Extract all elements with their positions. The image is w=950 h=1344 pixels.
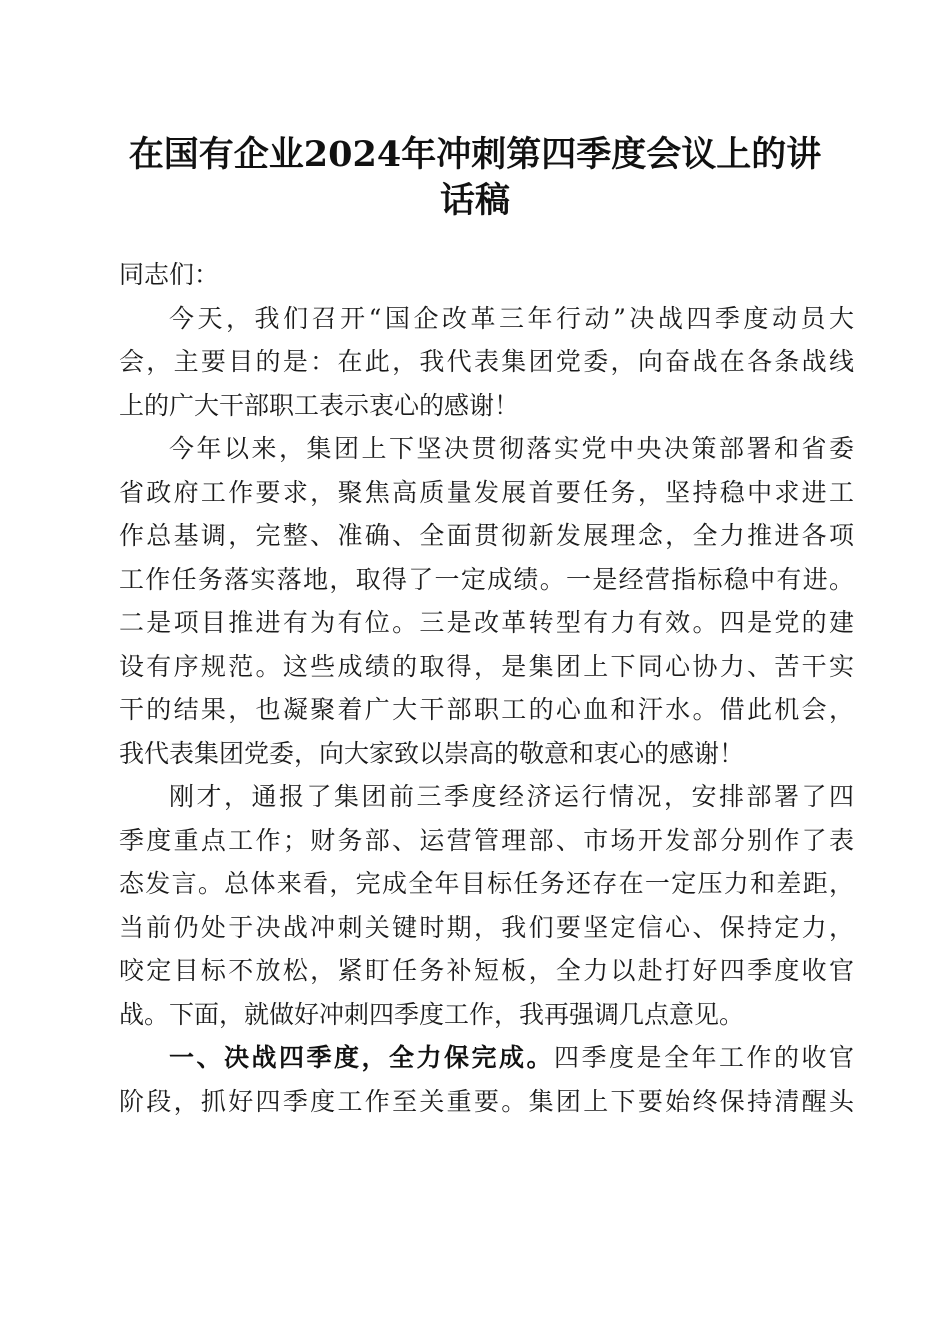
paragraph-line: 作总基调，完整、准确、全面贯彻新发展理念，全力推进各项 <box>119 521 854 550</box>
section-1-heading: 一、决战四季度，全力保完成。 <box>169 1043 554 1072</box>
salutation: 同志们： <box>119 260 220 289</box>
paragraph-2 <box>119 427 854 775</box>
paragraph-3 <box>119 775 854 1036</box>
paragraph-line: 季度重点工作；财务部、运营管理部、市场开发部分别作了表 <box>119 825 854 855</box>
paragraph-line: 干的结果，也凝聚着广大干部职工的心血和汗水。借此机会， <box>119 695 854 724</box>
document-title <box>110 132 840 224</box>
paragraph-1 <box>119 297 854 428</box>
paragraph-line: 战。下面，就做好冲刺四季度工作，我再强调几点意见。 <box>119 999 745 1029</box>
paragraph-line: 二是项目推进有为有位。三是改革转型有力有效。四是党的建 <box>119 608 854 637</box>
paragraph-line: 咬定目标不放松，紧盯任务补短板，全力以赴打好四季度收官 <box>119 956 854 985</box>
paragraph-line: 刚才，通报了集团前三季度经济运行情况，安排部署了四 <box>169 782 854 811</box>
paragraph-line: 当前仍处于决战冲刺关键时期，我们要坚定信心、保持定力， <box>119 912 854 942</box>
paragraph-line: 工作任务落实落地，取得了一定成绩。一是经营指标稳中有进。 <box>119 564 854 594</box>
paragraph-line: 态发言。总体来看，完成全年目标任务还存在一定压力和差距， <box>119 869 854 898</box>
title-line-2: 话稿 <box>439 180 510 221</box>
paragraph-line: 上的广大干部职工表示衷心的感谢！ <box>119 390 520 420</box>
section-1-first-line <box>119 1036 854 1080</box>
paragraph-line: 我代表集团党委，向大家致以崇高的敬意和衷心的感谢！ <box>119 738 745 768</box>
paragraph-line: 今天，我们召开“国企改革三年行动”决战四季度动员大 <box>169 303 854 333</box>
paragraph-line: 阶段，抓好四季度工作至关重要。集团上下要始终保持清醒头 <box>119 1086 854 1116</box>
document-body <box>119 253 854 1123</box>
paragraph-line: 会，主要目的是：在此，我代表集团党委，向奋战在各条战线 <box>119 347 854 376</box>
paragraph-line: 今年以来，集团上下坚决贯彻落实党中央决策部署和省委 <box>169 434 854 463</box>
paragraph-line: 省政府工作要求，聚焦高质量发展首要任务，坚持稳中求进工 <box>119 477 854 507</box>
section-1 <box>119 1036 854 1123</box>
section-1-first-line-text: 四季度是全年工作的收官 <box>553 1043 854 1072</box>
title-line-1: 在国有企业2024年冲刺第四季度会议上的讲 <box>128 134 822 175</box>
paragraph-line: 设有序规范。这些成绩的取得，是集团上下同心协力、苦干实 <box>119 651 854 681</box>
